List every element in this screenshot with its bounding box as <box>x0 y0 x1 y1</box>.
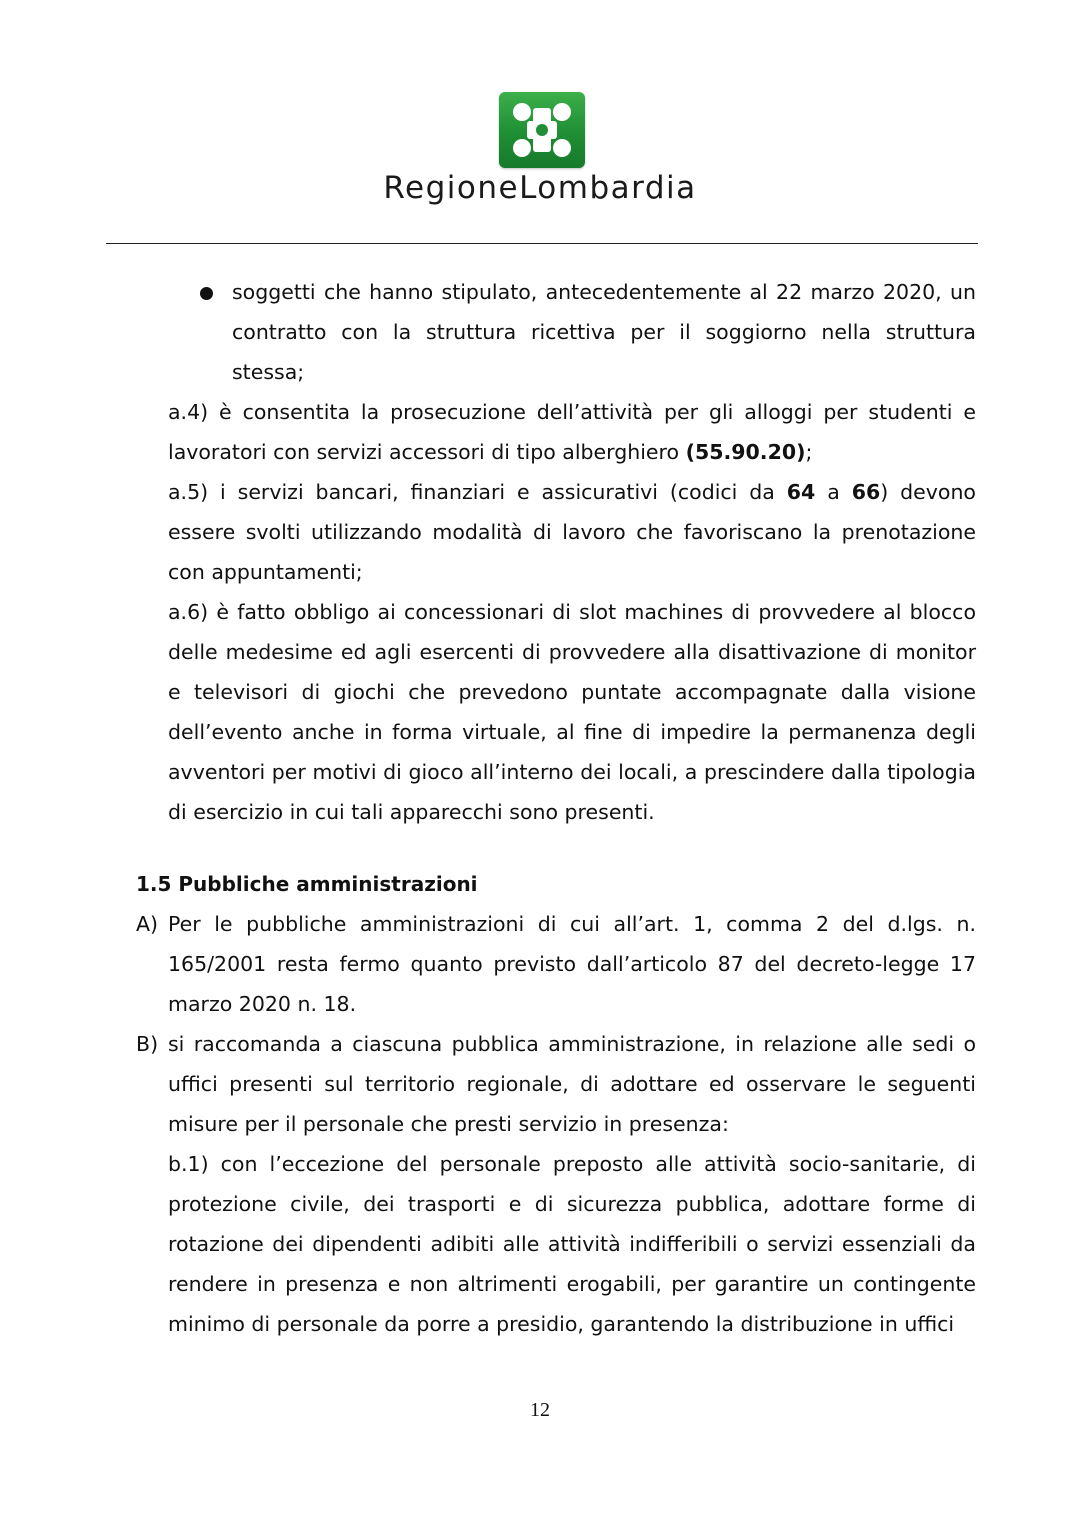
list-label-b: B) <box>136 1032 159 1056</box>
paragraph-a5 <box>168 472 976 592</box>
list-text-a: Per le pubbliche amministrazioni di cui all’art. 1, comma 2 del d.lgs. n. 165/2001 resta fermo quanto previsto dall’articolo 87 del decreto-legge 17 marzo 2020 n. 18. <box>168 912 976 1016</box>
brand-name: RegioneLombardia <box>383 170 697 206</box>
a5-code-start: 64 <box>786 480 816 504</box>
a4-text: a.4) è consentita la prosecuzione dell’attività per gli alloggi per studenti e lavoratori con servizi accessori di tipo alberghiero <box>168 400 976 464</box>
bullet-text: soggetti che hanno stipulato, antecedentemente al 22 marzo 2020, un contratto con la struttura ricettiva per il soggiorno nella struttura stessa; <box>232 280 976 384</box>
a4-end: ; <box>805 440 813 464</box>
section-heading: 1.5 Pubbliche amministrazioni <box>136 872 478 896</box>
list-item-b <box>136 1024 976 1144</box>
a5-code-end: 66 <box>851 480 881 504</box>
regione-lombardia-logo-icon <box>499 92 585 168</box>
list-label-a: A) <box>136 912 159 936</box>
bullet-dot-icon <box>200 287 213 300</box>
paragraph-b1 <box>168 1144 976 1344</box>
a5-end: ) devono essere svolti utilizzando modalità di lavoro che favoriscano la prenotazione con appuntamenti; <box>168 480 976 584</box>
a5-mid: a <box>815 480 852 504</box>
a5-text: a.5) i servizi bancari, finanziari e assicurativi (codici da <box>168 480 787 504</box>
a6-text: a.6) è fatto obbligo ai concessionari di slot machines di provvedere al blocco delle medesime ed agli esercenti di provvedere alla disattivazione di monitor e televisori di giochi che prevedono puntate accompagnate dalla visione dell’evento anche in forma virtuale, al fine di impedire la permanenza degli avventori per motivi di gioco all’interno dei locali, a prescindere dalla tipologia di esercizio in cui tali apparecchi sono presenti. <box>168 600 976 824</box>
list-text-b: si raccomanda a ciascuna pubblica amministrazione, in relazione alle sedi o uffici presenti sul territorio regionale, di adottare ed osservare le seguenti misure per il personale che presti servizio in presenza: <box>168 1032 976 1136</box>
b1-text: b.1) con l’eccezione del personale preposto alle attività socio-sanitarie, di protezione civile, dei trasporti e di sicurezza pubblica, adottare forme di rotazione dei dipendenti adibiti alle attività indifferibili o servizi essenziali da rendere in presenza e non altrimenti erogabili, per garantire un contingente minimo di personale da porre a presidio, garantendo la distribuzione in uffici <box>168 1152 976 1336</box>
a4-code: (55.90.20) <box>685 440 806 464</box>
document-body <box>0 272 1080 1344</box>
bullet-item <box>232 272 976 392</box>
page-number: 12 <box>530 1399 550 1421</box>
list-item-a <box>136 904 976 1024</box>
paragraph-a6 <box>168 592 976 832</box>
header-divider <box>106 243 978 244</box>
rosa-camuna-icon <box>499 92 585 168</box>
paragraph-a4 <box>168 392 976 472</box>
